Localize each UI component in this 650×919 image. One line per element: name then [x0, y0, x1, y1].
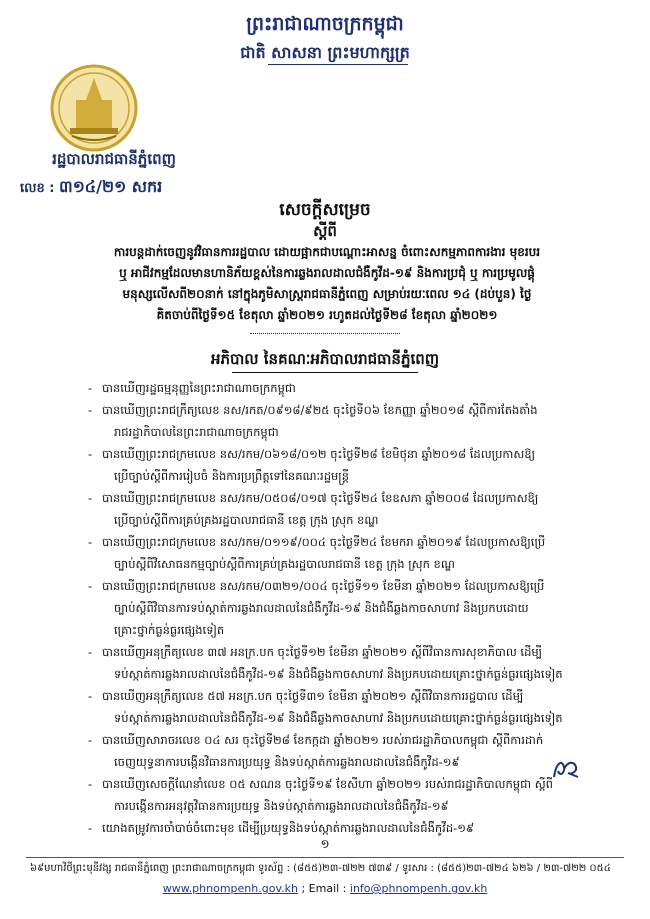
- reference-continuation: ច្បាប់ស្តីពីវិធានការទប់ស្កាត់ការឆ្លងរាលដាលនៃជំងឺកូវីដ-១៩ និងជំងឺឆ្លងកាចសាហាវ និងប្រកបដោយ: [114, 601, 529, 615]
- reference-text: បានឃើញព្រះរាជក្រមលេខ នស/រកម/០៦១៨/០១២ ចុះថ្ងៃទី២៨ ខែមិថុនា ឆ្នាំ២០១៨ ដែលប្រកាសឱ្យ: [102, 447, 536, 461]
- subject-line: មនុស្សលើសពី២០នាក់ នៅក្នុងភូមិសាស្ត្ររាជធានីភ្នំពេញ សម្រាប់រយៈពេល ១៤ (ដប់បួន) ថ្ងៃ: [122, 287, 532, 301]
- authority-underline: [232, 372, 418, 373]
- reference-continuation: គ្រោះថ្នាក់ធ្ងន់ធ្ងរផ្សេងទៀត: [114, 623, 225, 637]
- subject-line: ឬ អាជីវកម្មដែលមានហានិភ័យខ្ពស់នៃការឆ្លងរាលដាលជំងឺកូវីដ-១៩ និងការប្រជុំ ឬ ការប្រមូលផ្តុំ: [119, 266, 535, 280]
- reference-number: [20, 176, 162, 200]
- reference-continuation: ការបង្កើនការអនុវត្តវិធានការប្រយុទ្ធ និងទប់ស្កាត់ការឆ្លងរាលដាលនៃជំងឺកូវីដ-១៩: [114, 799, 449, 813]
- reference-item: [88, 531, 568, 575]
- footer-address: ៦៩មហាវិថីព្រះមុនីវង្ស រាជធានីភ្នំពេញ ព្រះរាជាណាចក្រកម្ពុជា ទូរស័ព្ទ : (៨៥៥)២៣-៧២២ ៧៣៩ / ទូរសារ : (៨៥៥)២៣-៧២៤ ៦២៦ / ២៣-៧២២ ០៥៤: [30, 863, 611, 874]
- list-bullet: -: [88, 733, 93, 747]
- email-label: Email :: [308, 882, 347, 895]
- reference-item: [88, 377, 568, 399]
- motto-underline: [268, 64, 408, 65]
- footer-contact: www.phnompenh.gov.kh ; Email : info@phnompenh.gov.kh: [162, 882, 488, 895]
- reference-value: ៣១៤/២១ សករ: [59, 177, 163, 196]
- reference-item: [88, 399, 568, 443]
- reference-item: [88, 685, 568, 729]
- reference-item: [88, 773, 568, 817]
- list-bullet: -: [88, 777, 93, 791]
- list-bullet: -: [88, 821, 93, 835]
- reference-continuation: ទប់ស្កាត់ការឆ្លងរាលដាលនៃជំងឺកូវីដ-១៩ និងជំងឺឆ្លងកាចសាហាវ និងប្រកបដោយគ្រោះថ្នាក់ធ្ងន់ធ្ងរផ្សេងទៀត: [114, 667, 563, 681]
- page-number: ១: [320, 837, 330, 851]
- reference-label: លេខ :: [20, 181, 55, 196]
- divider: [250, 333, 400, 334]
- reference-text: បានឃើញព្រះរាជក្រឹត្យលេខ នស/រកត/០៩១៨/៩២៥ ចុះថ្ងៃទី០៦ ខែកញ្ញា ឆ្នាំ២០១៨ ស្តីពីការតែងតាំង: [102, 403, 538, 417]
- list-bullet: -: [88, 645, 93, 659]
- reference-continuation: ប្រើច្បាប់ស្តីពីការរៀបចំ និងការប្រព្រឹត្តទៅនៃគណៈរដ្ឋមន្ត្រី: [114, 469, 350, 483]
- reference-text: បានឃើញរដ្ឋធម្មនុញ្ញនៃព្រះរាជាណាចក្រកម្ពុជា: [102, 381, 296, 395]
- subject-line: គិតចាប់ពីថ្ងៃទី១៥ ខែតុលា ឆ្នាំ២០២១ រហូតដល់ថ្ងៃទី២៨ ខែតុលា ឆ្នាំ២០២១: [156, 308, 498, 322]
- reference-item: [88, 641, 568, 685]
- website-link[interactable]: www.phnompenh.gov.kh: [162, 882, 298, 895]
- reference-text: បានឃើញអនុក្រឹត្យលេខ ៥៧ អនក្រ.បក ចុះថ្ងៃទី៣១ ខែមីនា ឆ្នាំ២០២១ ស្តីពីវិធានការរដ្ឋបាល ដើម្បី: [102, 689, 524, 703]
- list-bullet: -: [88, 447, 93, 461]
- footer-divider: [26, 857, 624, 858]
- reference-continuation: រាជរដ្ឋាភិបាលនៃព្រះរាជាណាចក្រកម្ពុជា: [114, 425, 279, 439]
- document-type: សេចក្តីសម្រេច: [279, 200, 371, 220]
- reference-continuation: ចេញយុទ្ធនាការបង្កើនវិធានការប្រយុទ្ធ និងទប់ស្កាត់ការឆ្លងរាលដាលនៃជំងឺកូវីដ-១៩: [114, 755, 460, 769]
- reference-text: បានឃើញសេចក្តីណែនាំលេខ ០៥ សណន ចុះថ្ងៃទី១៩ ខែសីហា ឆ្នាំ២០២១ របស់រាជរដ្ឋាភិបាលកម្ពុជា ស្តីពី: [102, 777, 553, 791]
- reference-continuation: ទប់ស្កាត់ការឆ្លងរាលដាលនៃជំងឺកូវីដ-១៩ និងជំងឺឆ្លងកាចសាហាវ និងប្រកបដោយគ្រោះថ្នាក់ធ្ងន់ធ្ងរផ្សេងទៀត: [114, 711, 563, 725]
- reference-item: [88, 575, 568, 641]
- agency-name: រដ្ឋបាលរាជធានីភ្នំពេញ: [52, 150, 176, 168]
- reference-continuation: ច្បាប់ស្តីពីវិសោធនកម្មច្បាប់ស្តីពីការគ្រប់គ្រងរដ្ឋបាលរាជធានី ខេត្ត ក្រុង ស្រុក ខណ្ឌ: [114, 557, 455, 571]
- email-link[interactable]: info@phnompenh.gov.kh: [349, 882, 488, 895]
- list-bullet: -: [88, 381, 93, 395]
- reference-item: [88, 729, 568, 773]
- list-bullet: -: [88, 403, 93, 417]
- reference-text: បានឃើញអនុក្រឹត្យលេខ ៣៧ អនក្រ.បក ចុះថ្ងៃទី១២ ខែមីនា ឆ្នាំ២០២១ ស្តីពីវិធានការសុខាភិបាល ដើម្បី: [102, 645, 543, 659]
- legal-references-list: [88, 377, 568, 839]
- list-bullet: -: [88, 491, 93, 505]
- reference-item: [88, 443, 568, 487]
- reference-text: បានឃើញព្រះរាជក្រមលេខ នស/រកម/០១១៩/០០៤ ចុះថ្ងៃទី២៤ ខែមករា ឆ្នាំ២០១៩ ដែលប្រកាសឱ្យប្រើ: [102, 535, 546, 549]
- national-motto: ជាតិ សាសនា ព្រះមហាក្សត្រ: [240, 43, 410, 62]
- phnom-penh-seal-icon: [50, 64, 138, 152]
- kingdom-title: ព្រះរាជាណាចក្រកម្ពុជា: [246, 13, 404, 35]
- reference-text: យោងតម្រូវការចាំបាច់ចំពោះមុខ ដើម្បីប្រយុទ្ធនិងទប់ស្កាត់ការឆ្លងរាលដាលនៃជំងឺកូវីដ-១៩: [102, 821, 475, 835]
- issuing-authority: អភិបាល នៃគណៈអភិបាលរាជធានីភ្នំពេញ: [210, 350, 440, 368]
- subject-line: ការបន្តដាក់ចេញនូវវិធានការរដ្ឋបាល ដោយផ្អាកជាបណ្តោះអាសន្ន ចំពោះសកម្មភាពការងារ មុខរបរ: [113, 245, 541, 259]
- reference-continuation: ប្រើច្បាប់ស្តីពីការគ្រប់គ្រងរដ្ឋបាលរាជធានី ខេត្ត ក្រុង ស្រុក ខណ្ឌ: [114, 513, 379, 527]
- list-bullet: -: [88, 535, 93, 549]
- reference-text: បានឃើញសារាចរលេខ ០៤ សរ ចុះថ្ងៃទី២៨ ខែកក្កដា ឆ្នាំ២០២១ របស់រាជរដ្ឋាភិបាលកម្ពុជា ស្តីពីការដាក់: [102, 733, 544, 747]
- reference-text: បានឃើញព្រះរាជក្រមលេខ នស/រកម/០៣២១/០០៤ ចុះថ្ងៃទី១១ ខែមីនា ឆ្នាំ២០២១ ដែលប្រកាសឱ្យប្រើ: [102, 579, 545, 593]
- reference-text: បានឃើញព្រះរាជក្រមលេខ នស/រកម/០៥០៨/០១៧ ចុះថ្ងៃទី២៤ ខែឧសភា ឆ្នាំ២០០៨ ដែលប្រកាសឱ្យ: [102, 491, 539, 505]
- list-bullet: -: [88, 579, 93, 593]
- document-about: ស្តីពី: [313, 222, 337, 240]
- handwritten-initial-icon: [550, 757, 582, 781]
- list-bullet: -: [88, 689, 93, 703]
- reference-item: [88, 487, 568, 531]
